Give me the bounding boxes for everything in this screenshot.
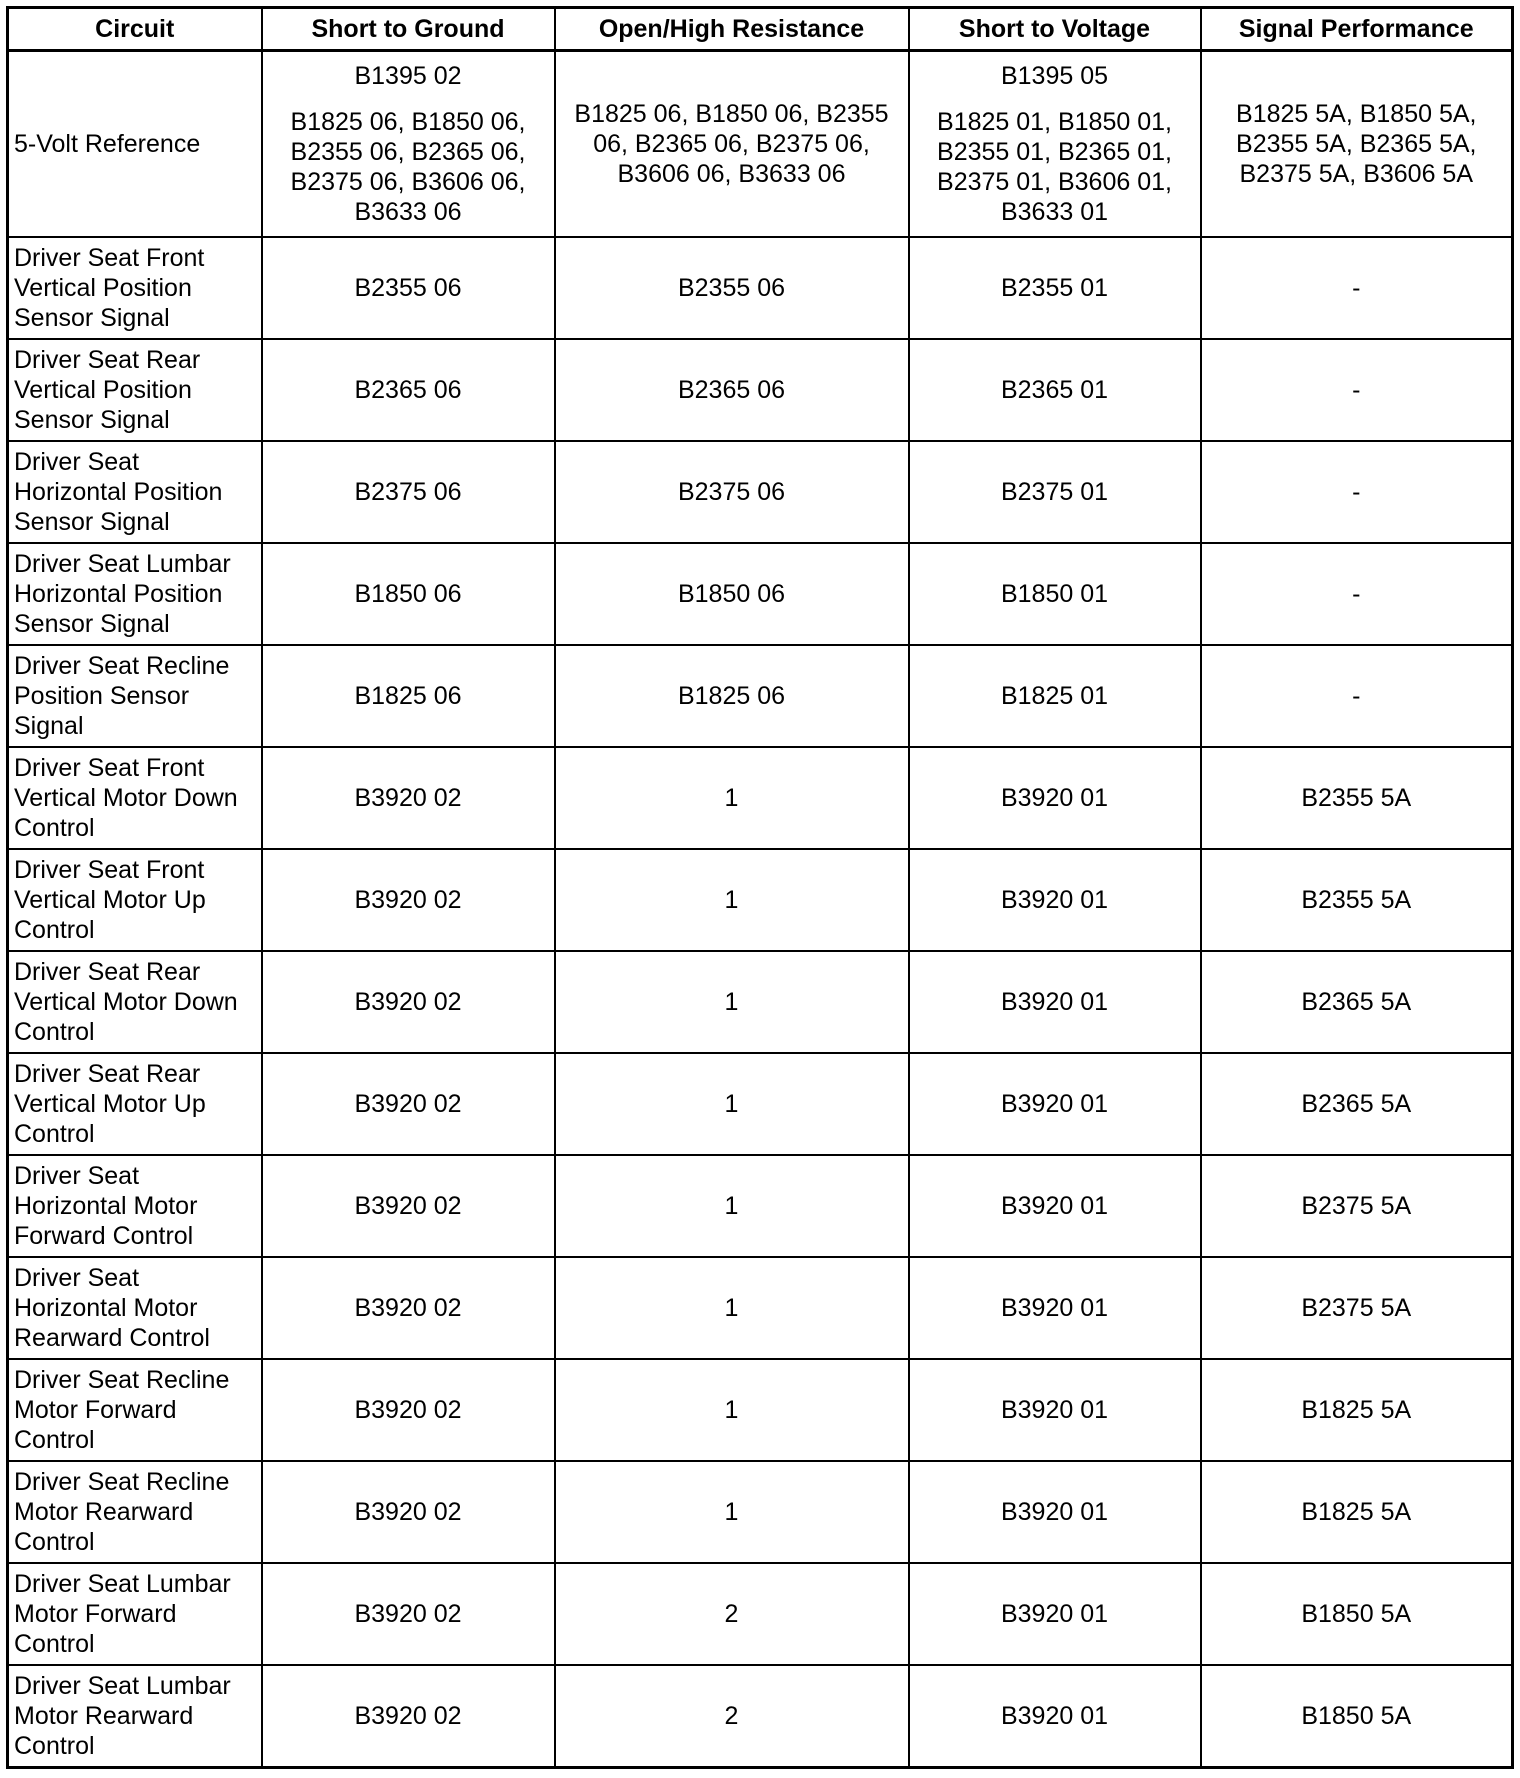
circuit-cell: Driver Seat Lumbar Horizontal Position Sensor Signal [8, 543, 262, 645]
table-row [8, 1053, 1513, 1155]
table-row [8, 747, 1513, 849]
circuit-cell: Driver Seat Horizontal Motor Forward Control [8, 1155, 262, 1257]
table-header-row [8, 8, 1513, 51]
line-gap [916, 91, 1194, 107]
signal-performance-cell: B2355 5A [1201, 747, 1513, 849]
open-high-resistance-cell: B1825 06 [555, 645, 909, 747]
signal-performance-cell [1201, 51, 1513, 238]
circuit-cell: Driver Seat Horizontal Position Sensor Signal [8, 441, 262, 543]
signal-performance-cell: - [1201, 237, 1513, 339]
header-short-to-voltage: Short to Voltage [909, 8, 1201, 51]
cell-line: B2375 06, B3606 06, [290, 168, 526, 196]
signal-performance-cell: B2365 5A [1201, 1053, 1513, 1155]
table-row [8, 951, 1513, 1053]
cell-line: B3606 06, B3633 06 [617, 160, 846, 188]
cell-line: B2355 5A, B2365 5A, [1236, 130, 1477, 158]
cell-line: 06, B2365 06, B2375 06, [593, 130, 870, 158]
table-row [8, 1563, 1513, 1665]
short-to-voltage-cell: B2365 01 [909, 339, 1201, 441]
short-to-ground-cell: B3920 02 [262, 747, 555, 849]
short-to-voltage-cell: B3920 01 [909, 1359, 1201, 1461]
header-signal-performance: Signal Performance [1201, 8, 1513, 51]
cell-line: B2375 01, B3606 01, [937, 168, 1172, 196]
short-to-voltage-cell: B3920 01 [909, 747, 1201, 849]
circuit-cell: Driver Seat Recline Motor Rearward Control [8, 1461, 262, 1563]
cell-line: B3633 01 [1000, 198, 1109, 226]
signal-performance-cell: B1850 5A [1201, 1563, 1513, 1665]
open-high-resistance-cell: B2375 06 [555, 441, 909, 543]
table-row [8, 1155, 1513, 1257]
table-row [8, 1257, 1513, 1359]
cell-line: B1825 5A, B1850 5A, [1236, 100, 1477, 128]
short-to-ground-cell: B3920 02 [262, 1563, 555, 1665]
circuit-cell: Driver Seat Recline Position Sensor Signal [8, 645, 262, 747]
cell-line: B2355 06, B2365 06, [290, 138, 526, 166]
open-high-resistance-cell: 1 [555, 1359, 909, 1461]
table-row [8, 645, 1513, 747]
signal-performance-cell: - [1201, 645, 1513, 747]
signal-performance-cell: B1825 5A [1201, 1461, 1513, 1563]
table-row [8, 849, 1513, 951]
signal-performance-cell: B2355 5A [1201, 849, 1513, 951]
cell-line: B1395 05 [1000, 62, 1109, 90]
table-row [8, 543, 1513, 645]
table-row [8, 441, 1513, 543]
signal-performance-cell: - [1201, 543, 1513, 645]
open-high-resistance-cell: B2365 06 [555, 339, 909, 441]
open-high-resistance-cell: 2 [555, 1665, 909, 1768]
circuit-cell: Driver Seat Front Vertical Position Sensor Signal [8, 237, 262, 339]
cell-line: B1825 06, B1850 06, [290, 108, 526, 136]
short-to-ground-cell: B2355 06 [262, 237, 555, 339]
short-to-voltage-cell: B2355 01 [909, 237, 1201, 339]
circuit-cell: Driver Seat Rear Vertical Motor Down Control [8, 951, 262, 1053]
short-to-voltage-cell: B1825 01 [909, 645, 1201, 747]
open-high-resistance-cell: 1 [555, 1257, 909, 1359]
signal-performance-cell: B1825 5A [1201, 1359, 1513, 1461]
open-high-resistance-cell: 1 [555, 1053, 909, 1155]
circuit-cell: Driver Seat Rear Vertical Motor Up Control [8, 1053, 262, 1155]
short-to-ground-cell: B3920 02 [262, 1359, 555, 1461]
short-to-ground-cell: B1850 06 [262, 543, 555, 645]
short-to-ground-cell [262, 51, 555, 238]
header-open-high-resistance: Open/High Resistance [555, 8, 909, 51]
open-high-resistance-cell: B1850 06 [555, 543, 909, 645]
short-to-voltage-cell: B3920 01 [909, 1155, 1201, 1257]
short-to-voltage-cell: B2375 01 [909, 441, 1201, 543]
cell-line: B1825 01, B1850 01, [937, 108, 1172, 136]
short-to-voltage-cell: B3920 01 [909, 951, 1201, 1053]
short-to-ground-cell: B3920 02 [262, 849, 555, 951]
open-high-resistance-cell: 1 [555, 1461, 909, 1563]
short-to-ground-cell: B3920 02 [262, 1461, 555, 1563]
cell-line: B2355 01, B2365 01, [937, 138, 1172, 166]
short-to-voltage-cell [909, 51, 1201, 238]
table-row [8, 237, 1513, 339]
circuit-cell: Driver Seat Rear Vertical Position Sensor Signal [8, 339, 262, 441]
short-to-ground-cell: B2375 06 [262, 441, 555, 543]
signal-performance-cell: B2365 5A [1201, 951, 1513, 1053]
open-high-resistance-cell: B2355 06 [555, 237, 909, 339]
open-high-resistance-cell [555, 51, 909, 238]
short-to-ground-cell: B3920 02 [262, 1155, 555, 1257]
signal-performance-cell: B2375 5A [1201, 1257, 1513, 1359]
short-to-voltage-cell: B3920 01 [909, 1053, 1201, 1155]
short-to-ground-cell: B3920 02 [262, 1053, 555, 1155]
cell-line: B1825 06, B1850 06, B2355 [574, 100, 889, 128]
open-high-resistance-cell: 1 [555, 1155, 909, 1257]
open-high-resistance-cell: 1 [555, 849, 909, 951]
table-row-5v-reference [8, 51, 1513, 238]
circuit-cell: Driver Seat Recline Motor Forward Control [8, 1359, 262, 1461]
open-high-resistance-cell: 1 [555, 951, 909, 1053]
short-to-ground-cell: B2365 06 [262, 339, 555, 441]
table-row [8, 1461, 1513, 1563]
table-row [8, 1665, 1513, 1768]
cell-line: B1395 02 [354, 62, 462, 90]
cell-line: B3633 06 [354, 198, 462, 226]
short-to-ground-cell: B1825 06 [262, 645, 555, 747]
circuit-cell: Driver Seat Front Vertical Motor Up Control [8, 849, 262, 951]
circuit-cell: Driver Seat Front Vertical Motor Down Control [8, 747, 262, 849]
table-row [8, 339, 1513, 441]
signal-performance-cell: B2375 5A [1201, 1155, 1513, 1257]
circuit-cell: Driver Seat Lumbar Motor Rearward Control [8, 1665, 262, 1768]
signal-performance-cell: B1850 5A [1201, 1665, 1513, 1768]
header-short-to-ground: Short to Ground [262, 8, 555, 51]
short-to-voltage-cell: B3920 01 [909, 1563, 1201, 1665]
short-to-voltage-cell: B3920 01 [909, 849, 1201, 951]
short-to-voltage-cell: B3920 01 [909, 1665, 1201, 1768]
open-high-resistance-cell: 2 [555, 1563, 909, 1665]
line-gap [269, 91, 548, 107]
circuit-cell: 5-Volt Reference [8, 51, 262, 238]
circuit-cell: Driver Seat Horizontal Motor Rearward Control [8, 1257, 262, 1359]
table-row [8, 1359, 1513, 1461]
header-circuit: Circuit [8, 8, 262, 51]
dtc-table [6, 6, 1514, 1769]
cell-line: B2375 5A, B3606 5A [1239, 160, 1474, 188]
short-to-voltage-cell: B3920 01 [909, 1257, 1201, 1359]
short-to-ground-cell: B3920 02 [262, 951, 555, 1053]
signal-performance-cell: - [1201, 339, 1513, 441]
open-high-resistance-cell: 1 [555, 747, 909, 849]
signal-performance-cell: - [1201, 441, 1513, 543]
short-to-voltage-cell: B1850 01 [909, 543, 1201, 645]
short-to-ground-cell: B3920 02 [262, 1257, 555, 1359]
short-to-ground-cell: B3920 02 [262, 1665, 555, 1768]
circuit-cell: Driver Seat Lumbar Motor Forward Control [8, 1563, 262, 1665]
short-to-voltage-cell: B3920 01 [909, 1461, 1201, 1563]
